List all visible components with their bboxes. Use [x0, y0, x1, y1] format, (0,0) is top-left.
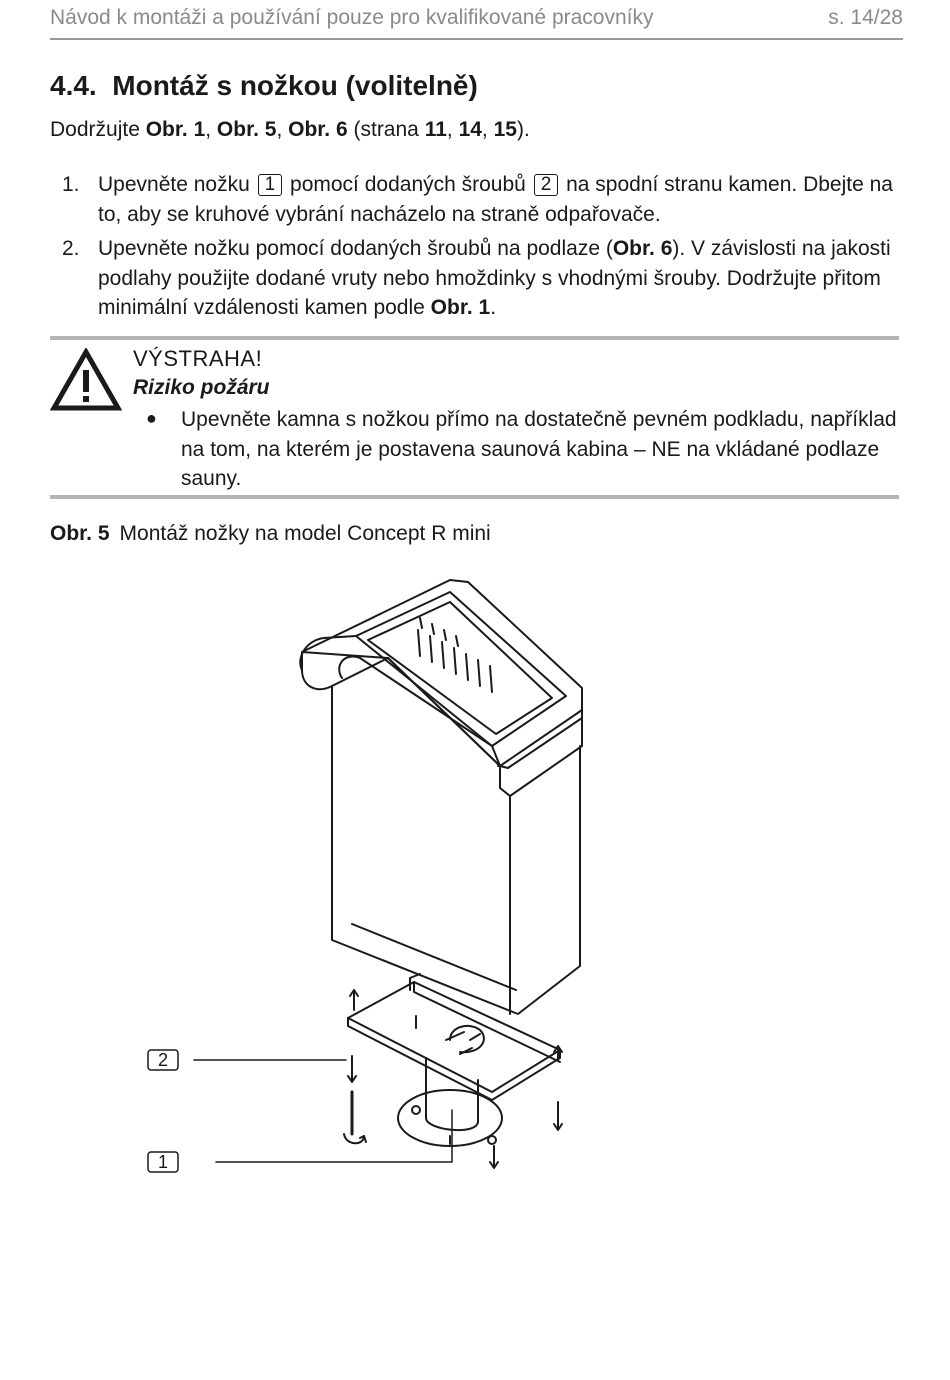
intro-text: (strana	[347, 118, 425, 141]
callout-2-number: 2	[157, 1050, 169, 1070]
step-number: 2.	[62, 237, 80, 260]
steps-list	[62, 170, 912, 328]
ref-fig1: Obr. 1	[430, 296, 491, 319]
ref-page: 14	[458, 118, 482, 141]
step-text: Upevněte nožku	[98, 173, 256, 196]
ref-fig1: Obr. 1	[145, 118, 206, 141]
intro-text: ).	[516, 118, 530, 141]
floor-screw-arrow	[554, 1102, 562, 1130]
section-number: 4.4.	[50, 70, 97, 101]
page-number: s. 14/28	[828, 6, 903, 29]
callout-box-2: 2	[534, 174, 559, 196]
step-text: ). V závislosti na jakosti podlahy použijte dodané vruty nebo hmoždinky s vhodnými šrouby. Dodržujte přitom minimální vzdálenosti kamen podle	[98, 237, 891, 319]
heater-stone-basket	[356, 592, 566, 746]
rotation-arrow-icon	[344, 1134, 364, 1143]
figure-caption	[50, 522, 491, 546]
heater-stand-illustration	[120, 570, 660, 1190]
list-item	[62, 234, 912, 323]
warning-top-rule	[50, 336, 899, 340]
floor-screw-arrow	[490, 1146, 498, 1168]
callout-leader-1	[216, 1110, 452, 1162]
caption-label: Obr. 5	[50, 522, 110, 545]
callout-1-number: 1	[157, 1152, 169, 1172]
header-title: Návod k montáži a používání pouze pro kvalifikované pracovníky	[50, 6, 654, 29]
warning-subtitle: Riziko požáru	[133, 376, 270, 399]
intro-text: ,	[276, 118, 289, 141]
ref-page: 15	[493, 118, 517, 141]
list-item	[62, 170, 912, 229]
ref-fig6: Obr. 6	[288, 118, 348, 141]
section-title: Montáž s nožkou (volitelně)	[112, 70, 478, 101]
warning-triangle-icon	[50, 348, 122, 412]
warning-bottom-rule	[50, 495, 899, 499]
ref-fig6: Obr. 6	[612, 237, 673, 260]
callout-label-1	[148, 1152, 178, 1172]
warning-text: Upevněte kamna s nožkou přímo na dostatečně pevném podkladu, například na tom, na kterém je postavena saunová kabina – NE na vkládané podlaze sauny.	[181, 408, 897, 490]
callout-label-2	[148, 1050, 178, 1070]
caption-text: Montáž nožky na model Concept R mini	[119, 522, 491, 545]
ref-fig5: Obr. 5	[216, 118, 277, 141]
intro-text: ,	[205, 118, 217, 141]
intro-paragraph	[50, 118, 530, 142]
step-text: .	[490, 296, 497, 319]
intro-text: Dodržujte	[50, 118, 146, 141]
step-number: 1.	[62, 173, 80, 196]
callout-box-1: 1	[258, 174, 283, 196]
ref-page: 11	[424, 118, 447, 141]
step-text: pomocí dodaných šroubů	[284, 173, 532, 196]
bullet-icon: ●	[146, 408, 157, 428]
warning-title: VÝSTRAHA!	[133, 346, 263, 371]
step-text: na spodní stranu kamen. Dbejte na to, aby se kruhové vybrání nacházelo na straně odpařovače.	[98, 173, 893, 226]
step-text: Upevněte nožku pomocí dodaných šroubů na podlaze (	[98, 237, 613, 260]
page-header	[50, 4, 903, 40]
intro-text: ,	[481, 118, 494, 141]
section-heading	[50, 70, 478, 102]
intro-text: ,	[446, 118, 459, 141]
floor-screw-arrow	[348, 1056, 356, 1082]
